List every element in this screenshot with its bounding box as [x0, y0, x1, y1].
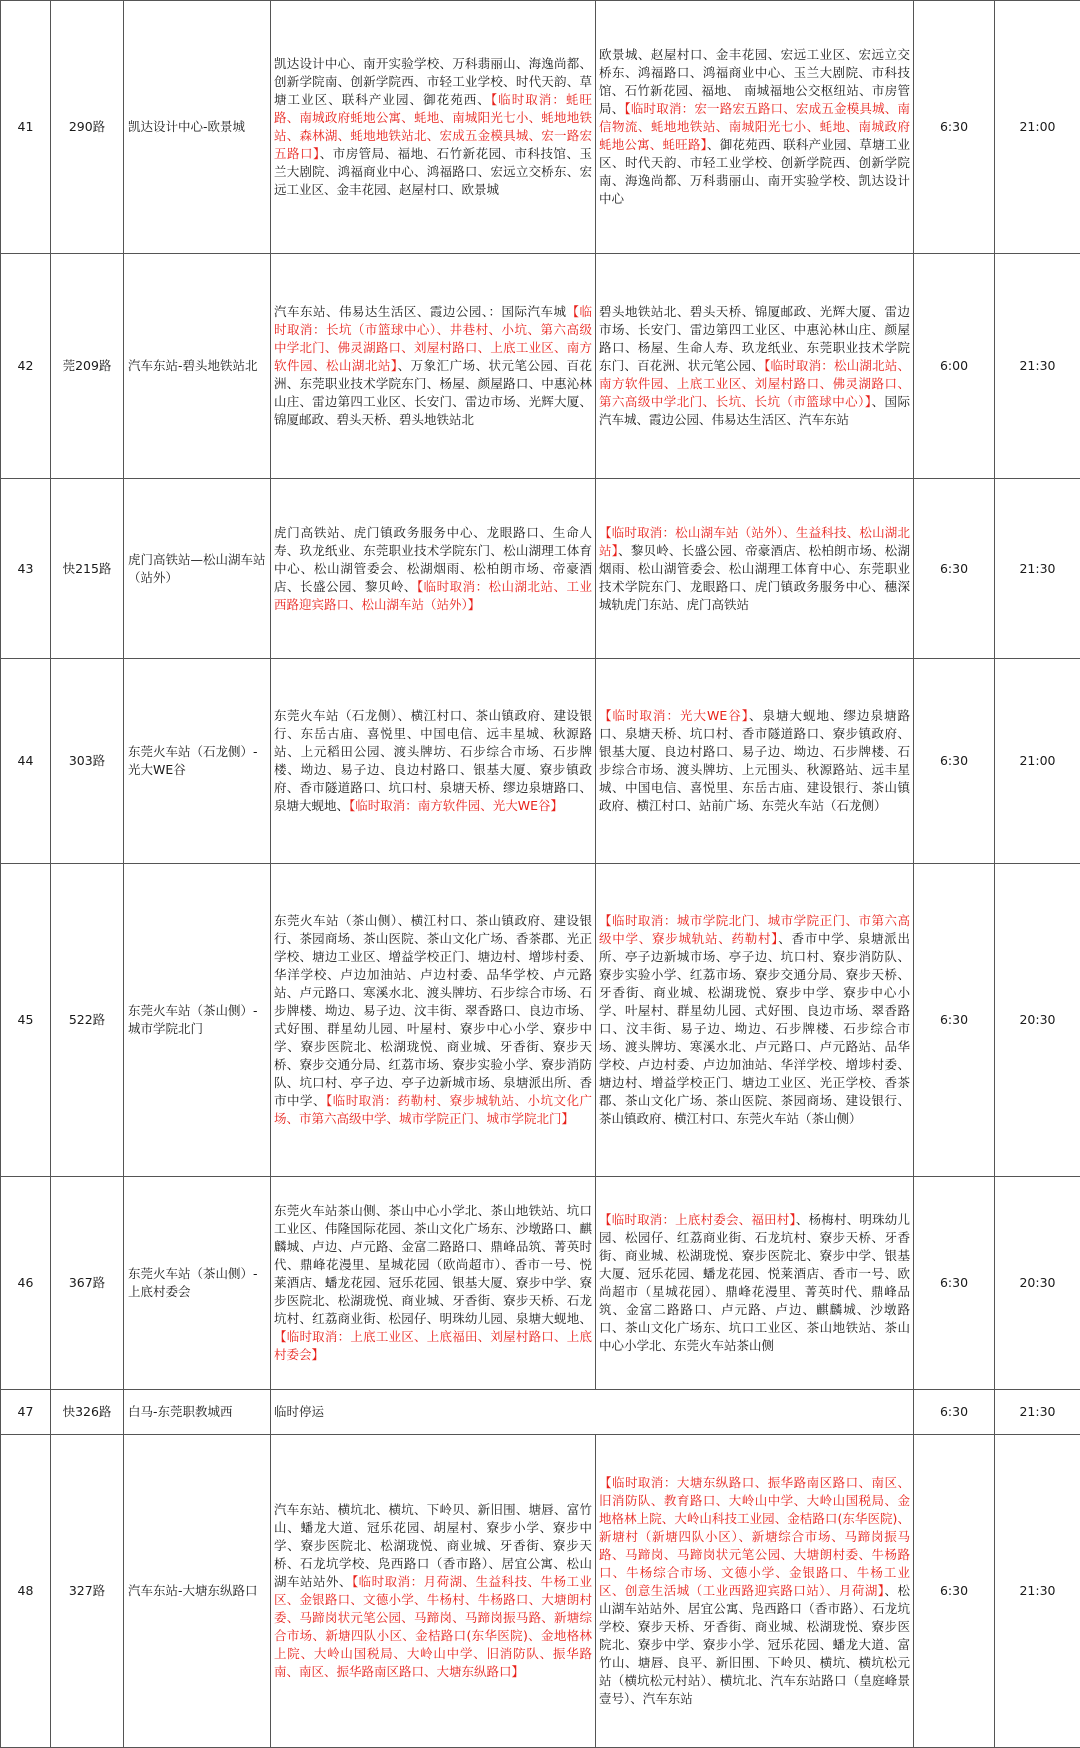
cancelled-stops: 【临时取消：蚝旺路、南城政府蚝地公寓、蚝地、南城阳光七小、蚝地地铁站、森林湖、蚝地地铁站北、宏成五金模具城、宏一路宏五路口】	[274, 92, 592, 161]
last-bus-time: 21:00	[995, 1, 1080, 254]
cancelled-stops: 【临时取消：月荷湖、生益科技、牛杨工业区、金银路口、文德小学、牛杨村、牛杨路口、大塘朗村委、马蹄岗状元笔公园、马蹄岗、马蹄岗振马路、新塘综合市场、新塘四队小区、金桔路口(东华医院)、金地格林上院、大岭山国税局、大岭山中学、旧消防队、振华路南、南区、振华路南区路口、大塘东纵路口】	[274, 1574, 592, 1679]
up-stops	[271, 254, 596, 479]
row-number: 41	[1, 1, 51, 254]
stop-list: 东莞火车站（茶山侧）、横江村口、茶山镇政府、建设银行、茶园商场、茶山医院、茶山文化广场、香茶郡、光正学校、塘边工业区、增益学校正门、塘边村、增埗村委、华洋学校、卢边加油站、卢边村委、品华学校、卢元路站、卢元路口、寒溪水北、渡头牌坊、石步综合市场、石步牌楼、坳边、易子边、汶丰街、翠香路口、良边市场、式好围、群星幼儿园、叶屋村、寮步中心小学、寮步中学、寮步医院北、松湖珑悦、商业城、牙香街、寮步天桥、寮步交通分局、红荔市场、寮步实验小学、寮步消防队、坑口村、亭子边、亭子边新城市场、泉塘派出所、香市中学、	[274, 913, 592, 1108]
stop-list: 、黎贝岭、长盛公园、帝豪酒店、松柏朗市场、松湖烟雨、松山湖管委会、松山湖理工体育中心、东莞职业技术学院东门、龙眼路口、虎门镇政务服务中心、穗深城轨虎门东站、虎门高铁站	[599, 543, 910, 612]
row-number: 42	[1, 254, 51, 479]
route-row	[1, 254, 1080, 479]
row-number: 48	[1, 1435, 51, 1748]
row-number: 46	[1, 1177, 51, 1390]
stop-list: 、泉塘大蚬地、缪边泉塘路口、泉塘天桥、坑口村、香市隧道路口、寮步镇政府、银基大厦、良边村路口、易子边、坳边、石步牌楼、石步综合市场、渡头牌坊、上元围头、秋源路站、远丰星城、中国电信、喜悦里、东岳古庙、建设银行、茶山镇政府、横江村口、站前广场、东莞火车站（石龙侧）	[599, 708, 910, 813]
last-bus-time: 21:30	[995, 254, 1080, 479]
cancelled-stops: 【临时取消：药勒村、寮步城轨站、小坑文化广场、市第六高级中学、城市学院正门、城市学院北门】	[274, 1093, 592, 1126]
cancelled-stops: 【临时取消：宏一路宏五路口、宏成五金模具城、南信物流、蚝地地铁站、南城阳光七小、蚝地、南城政府蚝地公寓、蚝旺路】	[599, 101, 910, 152]
line-number: 303路	[51, 659, 124, 864]
cancelled-stops: 【临时取消：南方软件园、光大WE谷】	[349, 798, 563, 813]
down-stops	[596, 659, 914, 864]
line-number: 522路	[51, 864, 124, 1177]
down-stops	[596, 479, 914, 659]
first-bus-time: 6:30	[914, 1390, 995, 1435]
service-status: 临时停运	[271, 1390, 914, 1435]
route-name: 东莞火车站（茶山侧）-上底村委会	[124, 1177, 271, 1390]
down-stops	[596, 254, 914, 479]
up-stops	[271, 479, 596, 659]
route-row	[1, 479, 1080, 659]
route-name: 汽车东站-碧头地铁站北	[124, 254, 271, 479]
first-bus-time: 6:30	[914, 659, 995, 864]
stop-list: 东莞火车站（石龙侧）、横江村口、茶山镇政府、建设银行、东岳古庙、喜悦里、中国电信、远丰星城、秋源路站、上元稻田公园、渡头牌坊、石步综合市场、石步牌楼、坳边、易子边、良边村路口、银基大厦、寮步镇政府、香市隧道路口、坑口村、泉塘天桥、缪边泉塘路口、泉塘大蚬地、	[274, 708, 592, 813]
route-row	[1, 1177, 1080, 1390]
route-row	[1, 1, 1080, 254]
route-row	[1, 1435, 1080, 1748]
stop-list: 欧景城、赵屋村口、金丰花园、宏远工业区、宏远立交桥东、鸿福路口、鸿福商业中心、玉兰大剧院、市科技馆、石竹新花园、福地、 南城福地公交枢纽站、市房管局、	[599, 47, 910, 116]
stop-list: 虎门高铁站、虎门镇政务服务中心、龙眼路口、生命人寿、玖龙纸业、东莞职业技术学院东门、松山湖理工体育中心、松山湖管委会、松湖烟雨、松柏朗市场、帝豪酒店、长盛公园、黎贝岭、	[274, 525, 592, 594]
route-row	[1, 864, 1080, 1177]
stop-list: 、国际汽车城、霞边公园、伟易达生活区、汽车东站	[599, 394, 910, 427]
line-number: 莞209路	[51, 254, 124, 479]
line-number: 快215路	[51, 479, 124, 659]
stop-list: 、松山湖车站站外、居宜公寓、凫西路口（香市路）、石龙坑学校、寮步天桥、牙香街、商业城、松湖珑悦、寮步医院北、寮步中学、寮步小学、冠乐花园、蟠龙大道、富竹山、塘唇、良平、新旧围、下岭贝、横坑、横坑松元站（横坑松元村站）、横坑北、汽车东站路口（皇庭峰景壹号）、汽车东站	[599, 1583, 910, 1706]
row-number: 43	[1, 479, 51, 659]
cancelled-stops: 【临时取消：上底村委会、福田村】	[599, 1212, 796, 1227]
cancelled-stops: 【临时取消：大塘东纵路口、振华路南区路口、南区、旧消防队、教育路口、大岭山中学、大岭山国税局、金地格林上院、大岭山科技工业园、金桔路口(东华医院)、新塘村（新塘四队小区）、新塘综合市场、马蹄岗振马路、马蹄岗、马蹄岗状元笔公园、大塘朗村委、牛杨路口、牛杨综合市场、文德小学、金银路口、牛杨工业区、创意生活城（工业西路迎宾路口站）、月荷湖】	[599, 1475, 910, 1598]
last-bus-time: 20:30	[995, 1177, 1080, 1390]
stop-list: 汽车东站、伟易达生活区、霞边公园、：国际汽车城	[274, 304, 566, 319]
cancelled-stops: 【临时取消：松山湖北站、南方软件园、上底工业区、刘屋村路口、佛灵湖路口、第六高级中学北门、长坑、长坑（市篮球中心）】	[599, 358, 910, 409]
line-number: 367路	[51, 1177, 124, 1390]
stop-list: 、杨梅村、明珠幼儿园、松园仔、红荔商业街、石龙坑村、寮步天桥、牙香街、商业城、松湖珑悦、寮步医院北、寮步中学、银基大厦、冠乐花园、蟠龙花园、悦莱酒店、香市一号、欧尚超市（星城花园）、鼎峰花漫里、菁英时代、鼎峰品筑、金富二路路口、卢元路、卢边、麒麟城、沙墩路口、茶山文化广场东、坑口工业区、茶山地铁站、茶山中心小学北、东莞火车站茶山侧	[599, 1212, 910, 1353]
cancelled-stops: 【临时取消：长坑（市篮球中心）、井巷村、小坑、第六高级中学北门、佛灵湖路口、刘屋村路口、上底工业区、南方软件园、松山湖北站】	[274, 304, 592, 373]
stop-list: 凯达设计中心、南开实验学校、万科翡丽山、海逸尚都、创新学院南、创新学院西、市轻工业学校、时代天韵、草塘工业区、联科产业园、御花苑西、	[274, 56, 592, 107]
up-stops	[271, 1177, 596, 1390]
up-stops	[271, 864, 596, 1177]
line-number: 快326路	[51, 1390, 124, 1435]
first-bus-time: 6:30	[914, 1, 995, 254]
cancelled-stops: 【临时取消：松山湖北站、工业西路迎宾路口、松山湖车站（站外）】	[274, 579, 592, 612]
stop-list: 东莞火车站茶山侧、茶山中心小学北、茶山地铁站、坑口工业区、伟隆国际花园、茶山文化广场东、沙墩路口、麒麟城、卢边、卢元路、金富二路路口、鼎峰品筑、菁英时代、鼎峰花漫里、星城花园（欧尚超市）、香市一号、悦莱酒店、蟠龙花园、冠乐花园、银基大厦、寮步中学、寮步医院北、松湖珑悦、商业城、牙香街、寮步天桥、石龙坑村、红荔商业街、松园仔、明珠幼儿园、泉塘大蚬地、	[274, 1203, 592, 1326]
stop-list: 汽车东站、横坑北、横坑、下岭贝、新旧围、塘唇、富竹山、蟠龙大道、冠乐花园、胡屋村、寮步小学、寮步中学、寮步医院北、松湖珑悦、商业城、牙香街、寮步天桥、石龙坑学校、凫西路口（香市路）、居宜公寓、松山湖车站站外、	[274, 1502, 592, 1589]
down-stops	[596, 864, 914, 1177]
route-name: 虎门高铁站—松山湖车站（站外）	[124, 479, 271, 659]
cancelled-stops: 【临时取消：光大WE谷】	[599, 708, 749, 723]
cancelled-stops: 【临时取消：城市学院北门、城市学院正门、市第六高级中学、寮步城轨站、药勒村】	[599, 913, 910, 946]
route-name: 凯达设计中心-欧景城	[124, 1, 271, 254]
up-stops	[271, 1435, 596, 1748]
route-name: 汽车东站-大塘东纵路口	[124, 1435, 271, 1748]
up-stops	[271, 1, 596, 254]
down-stops	[596, 1435, 914, 1748]
down-stops	[596, 1, 914, 254]
line-number: 290路	[51, 1, 124, 254]
last-bus-time: 21:00	[995, 659, 1080, 864]
line-number: 327路	[51, 1435, 124, 1748]
route-row	[1, 659, 1080, 864]
last-bus-time: 21:30	[995, 479, 1080, 659]
last-bus-time: 20:30	[995, 864, 1080, 1177]
last-bus-time: 21:30	[995, 1390, 1080, 1435]
cancelled-stops: 【临时取消：上底工业区、上底福田、刘屋村路口、上底村委会】	[274, 1329, 592, 1362]
route-row	[1, 1390, 1080, 1435]
up-stops	[271, 659, 596, 864]
last-bus-time: 21:30	[995, 1435, 1080, 1748]
cancelled-stops: 【临时取消：松山湖车站（站外）、生益科技、松山湖北站】	[599, 525, 910, 558]
first-bus-time: 6:30	[914, 1435, 995, 1748]
row-number: 44	[1, 659, 51, 864]
down-stops	[596, 1177, 914, 1390]
first-bus-time: 6:30	[914, 864, 995, 1177]
stop-list: 、香市中学、泉塘派出所、亭子边新城市场、亭子边、坑口村、寮步消防队、寮步实验小学、红荔市场、寮步交通分局、寮步天桥、牙香街、商业城、松湖珑悦、寮步中学、寮步中心小学、叶屋村、群星幼儿园、式好围、良边市场、翠香路口、汶丰街、易子边、坳边、石步牌楼、石步综合市场、渡头牌坊、寒溪水北、卢元路口、卢元路站、品华学校、卢边村委、卢边加油站、华洋学校、增埗村委、塘边村、增益学校正门、塘边工业区、光正学校、香茶郡、茶山文化广场、茶山医院、茶园商场、建设银行、茶山镇政府、横江村口、东莞火车站（茶山侧）	[599, 931, 910, 1126]
row-number: 47	[1, 1390, 51, 1435]
route-name: 东莞火车站（茶山侧）-城市学院北门	[124, 864, 271, 1177]
stop-list: 、市房管局、福地、石竹新花园、市科技馆、玉兰大剧院、鸿福商业中心、鸿福路口、宏远立交桥东、宏远工业区、金丰花园、赵屋村口、欧景城	[274, 146, 592, 197]
first-bus-time: 6:30	[914, 479, 995, 659]
row-number: 45	[1, 864, 51, 1177]
first-bus-time: 6:30	[914, 1177, 995, 1390]
stop-list: 、万象汇广场、状元笔公园、百花洲、东莞职业技术学院东门、杨屋、颜屋路口、中惠沁林山庄、雷边第四工业区、长安门、雷边市场、光辉大厦、锦厦邮政、碧头天桥、碧头地铁站北	[274, 358, 592, 427]
route-name: 白马-东莞职教城西	[124, 1390, 271, 1435]
first-bus-time: 6:00	[914, 254, 995, 479]
stop-list: 、御花苑西、联科产业园、草塘工业区、时代天韵、市轻工业学校、创新学院西、创新学院南、海逸尚都、万科翡丽山、南开实验学校、凯达设计中心	[599, 137, 910, 206]
stop-list: 碧头地铁站北、碧头天桥、锦厦邮政、光辉大厦、雷边市场、长安门、雷边第四工业区、中惠沁林山庄、颜屋路口、杨屋、生命人寿、玖龙纸业、东莞职业技术学院东门、百花洲、状元笔公园、	[599, 304, 910, 373]
route-name: 东莞火车站（石龙侧）-光大WE谷	[124, 659, 271, 864]
